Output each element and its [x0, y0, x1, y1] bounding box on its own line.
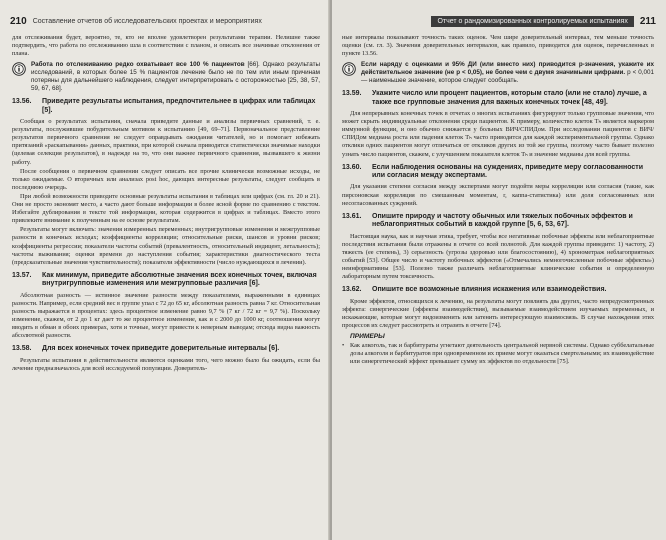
example-item [342, 342, 654, 366]
paragraph: Настоящая наука, как и научная этика, требует, чтобы все негативные побочные эффекты или неблагоприятные последствия испытания были отражены в отчете со всей полнотой. Для каждой группы приведите: 1) частоту, 2) тяжесть (ее степень), 3) серьезность (угрозы здоровью или благосостоянию), 4) хронометраж неблагоприятных событий [53]. Общее число и частоту побочных эффектов («Отмечались немногочисленные побочные эффекты») неинформативны [53]. Полезно также различать неблагоприятные клинические события и определенную лабораторным путем токсичность. [342, 232, 654, 281]
section-number: 13.58. [12, 345, 32, 353]
section-title: Приведите результаты испытания, предпочтительнее в цифрах или таблицах [5]. [42, 98, 316, 114]
right-page-header [340, 14, 656, 28]
section-number: 13.61. [342, 212, 362, 220]
left-callout [12, 61, 320, 93]
section-title: Опишите все возможные влияния искажения или взаимодействия. [372, 286, 607, 294]
right-intro-line: ные интервалы показывают точность таких оценок. Чем шире доверительный интервал, [342, 34, 592, 41]
section-title: Для всех конечных точек приведите доверительные интервалы [6]. [42, 345, 280, 353]
section-13-59-heading [342, 90, 654, 107]
paragraph: Для непрерывных конечных точек в отчетах о многих испытаниях фигурируют только групповые значения, что может скрыть индивидуальные отклонения среди пациентов. К примеру, количество клеток Tₕ является маркером иммунной функции, и оно обычно снижается у больных ВИЧ/СПИДом. При исследовании пациентов с ВИЧ/СПИДом медиана роста или падения клеток Tₕ часто приводится для каждой экспериментальной группы. Однако отклики одних пациентов могут отличаться от откликов других из той же группы, поэтому часто бывает полезно узнать число пациентов, скажем, с улучшением показателя клеток Tₕ и значение медианы для всей группы. [342, 110, 654, 158]
paragraph: Абсолютная разность — истинное значение разности между показателями, выраженными в единицах разности. Например, если средний вес в группе упал с 72 до 65 кг, абсолютная разность равна 7 кг. Относительная разность выражается в процентах: здесь процентное изменение равно 9,7 % (7 кг / 72 кг = 9,7 %). Поскольку изменение, скажем, от 2 до 1 кг дает то же процентное изменение, как и с 2000 до 1000 кг, соотношения могут вводить в обман в обоих примерах, хотя и точные, могут привести к неверным выводам; отсюда видна важность абсолютной разности. [12, 291, 321, 340]
examples-title: ПРИМЕРЫ [350, 332, 385, 340]
section-title: Если наблюдения основаны на суждениях, приведите меру согласованности или согласия между экспертами. [372, 163, 644, 180]
right-intro-line: тем меньше точность оценки (см. гл. 3). Значения доверительных интервалов, как правило, [342, 34, 654, 50]
paragraph: Результаты могут включать: значения измеренных переменных; внутригрупповые изменения и межгрупповые разности в конечных исходах; коэффициенты корреляции; относительные риски, шансов и уровни рисков; коэффициенты регрессии; показатели частоты событий (превалентность, относительный индицент, летальность); частоты выживания; оценки времени до наступления события; характеристики диагностического теста (предсказательные значения чувствительности); показатели эффективности (число нуждающихся в лечении). [12, 226, 320, 266]
section-13-60-heading [342, 164, 654, 181]
paragraph: Результаты испытания в действительности являются оценками того, чего можно было бы ожидать, если бы лечение предназначалось для всей исследуемой популяции. Доверитель- [12, 356, 320, 372]
info-circle-icon [342, 62, 356, 76]
left-callout-text [31, 61, 320, 93]
left-intro-line: и описать все значимые отклонения от плана. [12, 42, 321, 58]
paragraph: Кроме эффектов, относящихся к лечению, на результаты могут повлиять два других, часто непредусмотренных эффекта: синергические (эффекты взаимодействия), вызываемые взаимодействием изучаемых переменных, и искажающие, которые могут видоизменить или затенить интересующую взаимосвязь. В случае нахождения этих процессов их следует рассмотреть и отразить в отчете [74]. [342, 297, 654, 329]
left-intro-line: Нелишне также подтвердить, что работа по отслеживанию шла в соответствии с планом, [12, 34, 320, 50]
left-page [0, 0, 330, 540]
paragraph: Для указания степени согласия между экспертами могут подойти меры корреляции или согласия (такие, как пирсоновская корреляция по смешанным моментам, r, каппа-статистика) или доля согласованных или несогласованных суждений. [342, 183, 654, 207]
info-circle-icon [12, 62, 26, 76]
left-callout-rest: [66]. Однако результаты исследований, в которых более 15 % пациентов лечение было не по тем или иным причинам потеряны для дальнейшего наблюдения, следует интерпретировать с осторожностью [25, 38, 57, 59, 67, 68]. [31, 61, 320, 93]
left-intro [12, 34, 320, 58]
right-callout-rest: p < 0,001 — наименьшее значение, которое следует сообщать. [361, 69, 654, 85]
section-13-61-heading [342, 213, 654, 230]
section-13-57-heading [12, 272, 320, 289]
right-intro [342, 34, 654, 58]
example-text: Как алкоголь, так и барбитураты угнетают деятельность центральной нервной системы. Однако суббелатальные дозы алкоголя и барбитуратов при одновременном их приеме могут оказаться смертельными; их взаимодействие или синергетический эффект превышает сумму их эффектов по отдельности [75]. [350, 342, 654, 366]
section-title: Опишите природу и частоту обычных или тяжелых побочных эффектов и неблагоприятных событий в каждой группе [5, 6, 53, 67]. [372, 212, 633, 229]
left-page-number: 210 [10, 15, 27, 27]
left-page-header [10, 14, 322, 28]
section-number: 13.57. [12, 271, 32, 279]
right-page [332, 0, 666, 540]
right-callout-text [361, 61, 654, 85]
paragraph: После сообщения о первичном сравнении следует описать все прочие клинически возможные исходы, не только ожидаемые. О вторичных или анализах post hoc, дающих интересные результаты, следует сообщать в последнюю очередь. [12, 167, 320, 191]
section-13-58-heading [12, 345, 320, 353]
section-number: 13.56. [12, 98, 32, 106]
left-page-body [12, 34, 320, 374]
section-number: 13.59. [342, 90, 362, 98]
left-intro-line: для отслеживания будет, вероятно, те, кто не вполне удовлетворен результатами терапии. [12, 34, 273, 41]
left-callout-bold: Работа по отслеживанию редко охватывает все 100 % пациентов [31, 61, 245, 69]
bullet-mark: • [342, 342, 345, 349]
right-intro-line: приводятся для оценок, перечисленных в пункте 13.56. [342, 42, 654, 58]
left-page-header-title: Составление отчетов об исследовательских проектах и мероприятиях [32, 17, 262, 25]
right-callout-bold: Если наряду с оценками и 95% ДИ (или вместо них) приводится p-значения, укажите их действительное значение (не p < 0,05), не более чем с двумя значимыми цифрами. [361, 61, 654, 77]
right-page-body [342, 34, 654, 366]
section-number: 13.62. [342, 286, 362, 294]
section-13-62-heading [342, 286, 654, 294]
section-13-56-heading [12, 98, 320, 115]
paragraph: Сообщая о результатах испытания, сначала приведите данные и анализы первичных сравнений, т. е. результаты, послужившие побудительным мотивом к испытанию [49, 69–71]. Первоначальное представление результатов первичного сравнения не следует оправдывать ожидания читателей, но и помогает избежать притязаний «раскапывания» данных, практики, при которой сначала приводятся статистически значимые находки (целевая селекция результатов), в надежде на то, что они важнее первичного сравнения, вызвавшего к жизни работу. [12, 118, 320, 166]
section-title: Укажите число или процент пациентов, которым стало (или не стало) лучше, а также все групповые значения для важных конечных точек [48, 49]. [372, 90, 647, 106]
paragraph: При любой возможности приводите основные результаты испытания в таблицах или цифрах (см. гл. 20 и 21). Они не просто экономят место, а часто дают больше информации в более ясной форме по сравнению с текстом. Избегайте дублирования в тексте той информации, которая содержится в цифрах и таблицах. Вместо этого привлеките внимание к полученным на ее основе результатам. [12, 192, 320, 225]
section-number: 13.60. [342, 163, 362, 171]
right-callout [342, 61, 654, 85]
right-page-header-title: Отчет о рандомизированных контролируемых испытаниях [431, 16, 633, 27]
right-page-number: 211 [639, 15, 656, 27]
section-title: Как минимум, приведите абсолютные значения всех конечных точек, включая внутригрупповые изменения или межгрупповые различия [6]. [42, 271, 317, 288]
